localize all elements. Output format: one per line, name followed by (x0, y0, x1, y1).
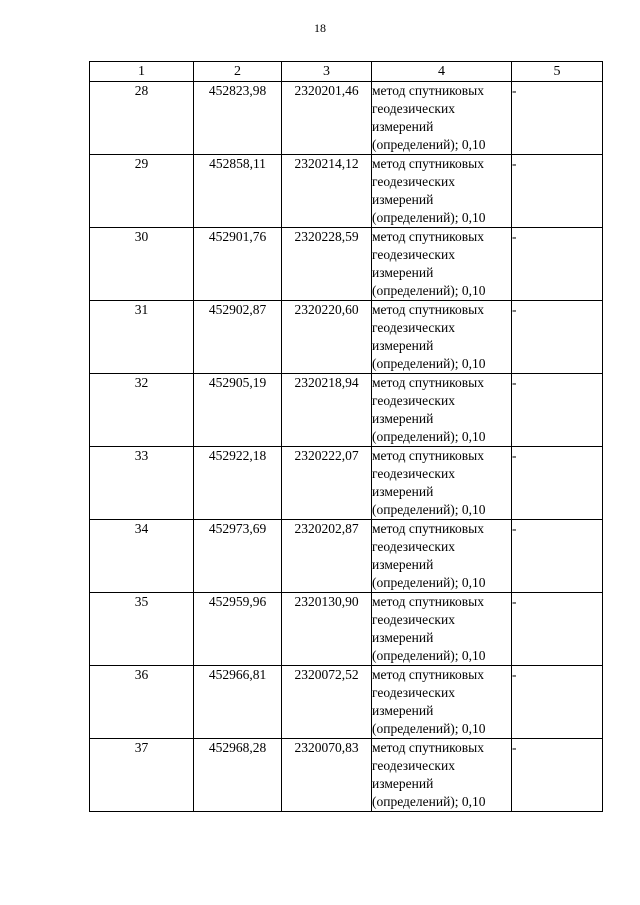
column-5-cell: - (512, 374, 603, 447)
table-row (90, 301, 603, 374)
table-header-row (90, 62, 603, 82)
column-5-cell: - (512, 447, 603, 520)
method-line: геодезических (372, 320, 455, 335)
header-col-4: 4 (372, 62, 512, 82)
y-coordinate-cell: 2320130,90 (282, 593, 372, 666)
method-line: измерений (372, 630, 434, 645)
method-line: геодезических (372, 612, 455, 627)
header-col-5: 5 (512, 62, 603, 82)
table-row (90, 82, 603, 155)
column-5-cell: - (512, 666, 603, 739)
table-row (90, 447, 603, 520)
column-5-cell: - (512, 520, 603, 593)
method-line: геодезических (372, 685, 455, 700)
method-line: геодезических (372, 539, 455, 554)
method-line: (определений); 0,10 (372, 648, 486, 663)
method-line: (определений); 0,10 (372, 283, 486, 298)
method-line: (определений); 0,10 (372, 794, 486, 809)
x-coordinate-cell: 452905,19 (194, 374, 282, 447)
column-5-cell: - (512, 228, 603, 301)
method-line: метод спутниковых (372, 740, 484, 755)
y-coordinate-cell: 2320202,87 (282, 520, 372, 593)
method-line: геодезических (372, 466, 455, 481)
method-cell (372, 593, 512, 666)
method-line: измерений (372, 411, 434, 426)
point-number-cell: 35 (90, 593, 194, 666)
x-coordinate-cell: 452858,11 (194, 155, 282, 228)
column-5-cell: - (512, 593, 603, 666)
method-line: метод спутниковых (372, 375, 484, 390)
method-cell (372, 301, 512, 374)
point-number-cell: 31 (90, 301, 194, 374)
method-line: (определений); 0,10 (372, 210, 486, 225)
method-line: геодезических (372, 393, 455, 408)
method-cell (372, 447, 512, 520)
method-cell (372, 666, 512, 739)
y-coordinate-cell: 2320220,60 (282, 301, 372, 374)
point-number-cell: 36 (90, 666, 194, 739)
method-line: геодезических (372, 247, 455, 262)
method-line: (определений); 0,10 (372, 429, 486, 444)
method-line: (определений); 0,10 (372, 575, 486, 590)
y-coordinate-cell: 2320228,59 (282, 228, 372, 301)
method-line: (определений); 0,10 (372, 502, 486, 517)
method-line: измерений (372, 192, 434, 207)
method-line: измерений (372, 265, 434, 280)
method-line: измерений (372, 338, 434, 353)
method-line: метод спутниковых (372, 448, 484, 463)
point-number-cell: 30 (90, 228, 194, 301)
method-line: измерений (372, 557, 434, 572)
method-line: метод спутниковых (372, 83, 484, 98)
method-line: (определений); 0,10 (372, 137, 486, 152)
x-coordinate-cell: 452973,69 (194, 520, 282, 593)
y-coordinate-cell: 2320218,94 (282, 374, 372, 447)
method-cell (372, 739, 512, 812)
column-5-cell: - (512, 739, 603, 812)
method-line: геодезических (372, 758, 455, 773)
method-cell (372, 82, 512, 155)
x-coordinate-cell: 452968,28 (194, 739, 282, 812)
method-line: геодезических (372, 174, 455, 189)
x-coordinate-cell: 452901,76 (194, 228, 282, 301)
table-row (90, 666, 603, 739)
point-number-cell: 33 (90, 447, 194, 520)
method-line: метод спутниковых (372, 229, 484, 244)
method-line: метод спутниковых (372, 302, 484, 317)
column-5-cell: - (512, 82, 603, 155)
method-cell (372, 374, 512, 447)
point-number-cell: 37 (90, 739, 194, 812)
header-col-3: 3 (282, 62, 372, 82)
method-line: геодезических (372, 101, 455, 116)
x-coordinate-cell: 452823,98 (194, 82, 282, 155)
method-line: метод спутниковых (372, 667, 484, 682)
page-number: 18 (314, 21, 326, 35)
method-line: метод спутниковых (372, 156, 484, 171)
y-coordinate-cell: 2320222,07 (282, 447, 372, 520)
method-line: измерений (372, 119, 434, 134)
table-row (90, 593, 603, 666)
x-coordinate-cell: 452959,96 (194, 593, 282, 666)
method-cell (372, 520, 512, 593)
table-row (90, 739, 603, 812)
method-line: измерений (372, 776, 434, 791)
method-line: (определений); 0,10 (372, 356, 486, 371)
x-coordinate-cell: 452902,87 (194, 301, 282, 374)
method-line: измерений (372, 703, 434, 718)
method-line: метод спутниковых (372, 594, 484, 609)
x-coordinate-cell: 452922,18 (194, 447, 282, 520)
method-cell (372, 228, 512, 301)
point-number-cell: 29 (90, 155, 194, 228)
y-coordinate-cell: 2320214,12 (282, 155, 372, 228)
table-row (90, 374, 603, 447)
table-row (90, 155, 603, 228)
column-5-cell: - (512, 301, 603, 374)
header-col-1: 1 (90, 62, 194, 82)
table-row (90, 520, 603, 593)
point-number-cell: 32 (90, 374, 194, 447)
y-coordinate-cell: 2320201,46 (282, 82, 372, 155)
header-col-2: 2 (194, 62, 282, 82)
method-cell (372, 155, 512, 228)
point-number-cell: 28 (90, 82, 194, 155)
table-row (90, 228, 603, 301)
coordinates-table (89, 61, 603, 812)
y-coordinate-cell: 2320072,52 (282, 666, 372, 739)
point-number-cell: 34 (90, 520, 194, 593)
column-5-cell: - (512, 155, 603, 228)
x-coordinate-cell: 452966,81 (194, 666, 282, 739)
y-coordinate-cell: 2320070,83 (282, 739, 372, 812)
method-line: измерений (372, 484, 434, 499)
method-line: метод спутниковых (372, 521, 484, 536)
method-line: (определений); 0,10 (372, 721, 486, 736)
